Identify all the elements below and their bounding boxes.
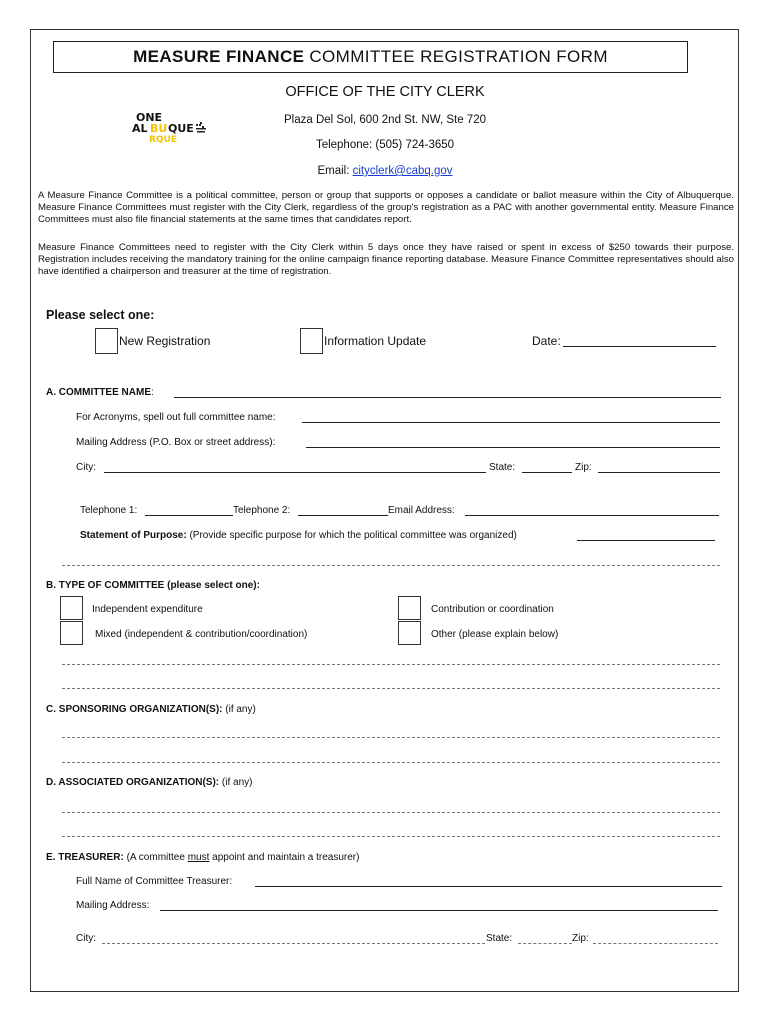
statement-of-purpose-line-2[interactable] — [62, 565, 720, 566]
form-title-bold: MEASURE FINANCE — [133, 47, 305, 66]
sponsoring-org-line-2[interactable] — [62, 762, 720, 763]
email-address-field[interactable] — [465, 515, 719, 516]
treasurer-zip-field[interactable] — [593, 943, 718, 944]
treasurer-mailing-label: Mailing Address: — [76, 900, 150, 911]
section-a-heading: A. COMMITTEE NAME: — [46, 387, 154, 398]
type-explain-line-2[interactable] — [62, 688, 720, 689]
mailing-address-field[interactable] — [306, 447, 720, 448]
associated-org-line-1[interactable] — [62, 812, 720, 813]
office-address: Plaza Del Sol, 600 2nd St. NW, Ste 720 — [283, 114, 486, 126]
form-title — [53, 41, 688, 73]
state-field[interactable] — [522, 472, 572, 473]
contribution-coordination-label: Contribution or coordination — [431, 604, 554, 615]
telephone-2-field[interactable] — [298, 515, 388, 516]
information-update-checkbox[interactable] — [300, 328, 323, 354]
other-checkbox[interactable] — [398, 621, 421, 645]
treasurer-name-field[interactable] — [255, 886, 722, 887]
treasurer-city-label: City: — [76, 933, 96, 944]
mixed-label: Mixed (independent & contribution/coordination) — [95, 629, 308, 640]
logo-text-que: QUE — [168, 122, 194, 135]
treasurer-mailing-field[interactable] — [160, 910, 718, 911]
treasurer-state-label: State: — [486, 933, 513, 944]
treasurer-state-field[interactable] — [518, 943, 572, 944]
statement-of-purpose-field[interactable] — [577, 540, 715, 541]
telephone-1-label: Telephone 1: — [80, 505, 138, 516]
section-c-heading: C. SPONSORING ORGANIZATION(S): (if any) — [46, 704, 256, 715]
email-address-label: Email Address: — [388, 505, 455, 516]
section-b-heading: B. TYPE OF COMMITTEE (please select one): — [46, 580, 260, 591]
full-committee-name-field[interactable] — [302, 422, 720, 423]
logo-text-rque: RQUE — [149, 135, 178, 145]
telephone-2-label: Telephone 2: — [233, 505, 291, 516]
logo-text-bu: BU — [150, 122, 168, 135]
state-label: State: — [489, 462, 516, 473]
committee-name-field[interactable] — [174, 397, 721, 398]
city-label: City: — [76, 462, 96, 473]
treasurer-name-label: Full Name of Committee Treasurer: — [76, 876, 233, 887]
logo-text-al: AL — [132, 122, 148, 135]
section-d-heading: D. ASSOCIATED ORGANIZATION(S): (if any) — [46, 777, 253, 788]
new-registration-label: New Registration — [119, 334, 211, 348]
email-label: Email: — [317, 165, 353, 177]
treasurer-zip-label: Zip: — [572, 933, 589, 944]
date-field[interactable] — [563, 346, 716, 347]
office-email — [0, 165, 770, 177]
mailing-address-label: Mailing Address (P.O. Box or street address): — [76, 437, 276, 448]
new-registration-checkbox[interactable] — [95, 328, 118, 354]
acronyms-label: For Acronyms, spell out full committee name: — [76, 412, 276, 423]
treasurer-city-field[interactable] — [102, 943, 485, 944]
type-explain-line-1[interactable] — [62, 664, 720, 665]
contribution-coordination-checkbox[interactable] — [398, 596, 421, 620]
section-e-heading: E. TREASURER: (A committee must appoint and maintain a treasurer) — [46, 852, 360, 863]
information-update-label: Information Update — [324, 334, 427, 348]
statement-of-purpose-label: Statement of Purpose: (Provide specific purpose for which the political committee was organized) — [80, 530, 517, 541]
office-telephone: Telephone: (505) 724-3650 — [315, 139, 455, 151]
independent-expenditure-checkbox[interactable] — [60, 596, 83, 620]
office-name: OFFICE OF THE CITY CLERK — [285, 84, 485, 100]
form-title-rest: COMMITTEE REGISTRATION FORM — [309, 47, 608, 66]
independent-expenditure-label: Independent expenditure — [92, 604, 203, 615]
select-heading: Please select one: — [46, 308, 155, 322]
logo-text-one: ONE — [136, 111, 163, 124]
associated-org-line-2[interactable] — [62, 836, 720, 837]
zip-label: Zip: — [575, 462, 592, 473]
other-label: Other (please explain below) — [431, 629, 559, 640]
telephone-1-field[interactable] — [145, 515, 233, 516]
sponsoring-org-line-1[interactable] — [62, 737, 720, 738]
intro-paragraph-2: Measure Finance Committees need to register with the City Clerk within 5 days once they have raised or spent in excess of $250 towards their purpose. Registration includes receiving the mandatory training for the online campaign finance reporting database. Measure Finance Committee representatives should also have identified a chairperson and treasurer at the time of registration. — [38, 242, 734, 277]
intro-paragraph-1: A Measure Finance Committee is a political committee, person or group that supports or opposes a candidate or ballot measure within the City of Albuquerque. Measure Finance Committees must register with the City Clerk, regardless of the group's registration as a PAC with another governmental entity. Measure Finance Committees must also file financial statements at the same times that candidates report. — [38, 190, 734, 225]
zip-field[interactable] — [598, 472, 720, 473]
mixed-checkbox[interactable] — [60, 621, 83, 645]
email-link[interactable]: cityclerk@cabq.gov — [352, 165, 453, 177]
date-label: Date: — [532, 334, 561, 348]
city-field[interactable] — [104, 472, 486, 473]
